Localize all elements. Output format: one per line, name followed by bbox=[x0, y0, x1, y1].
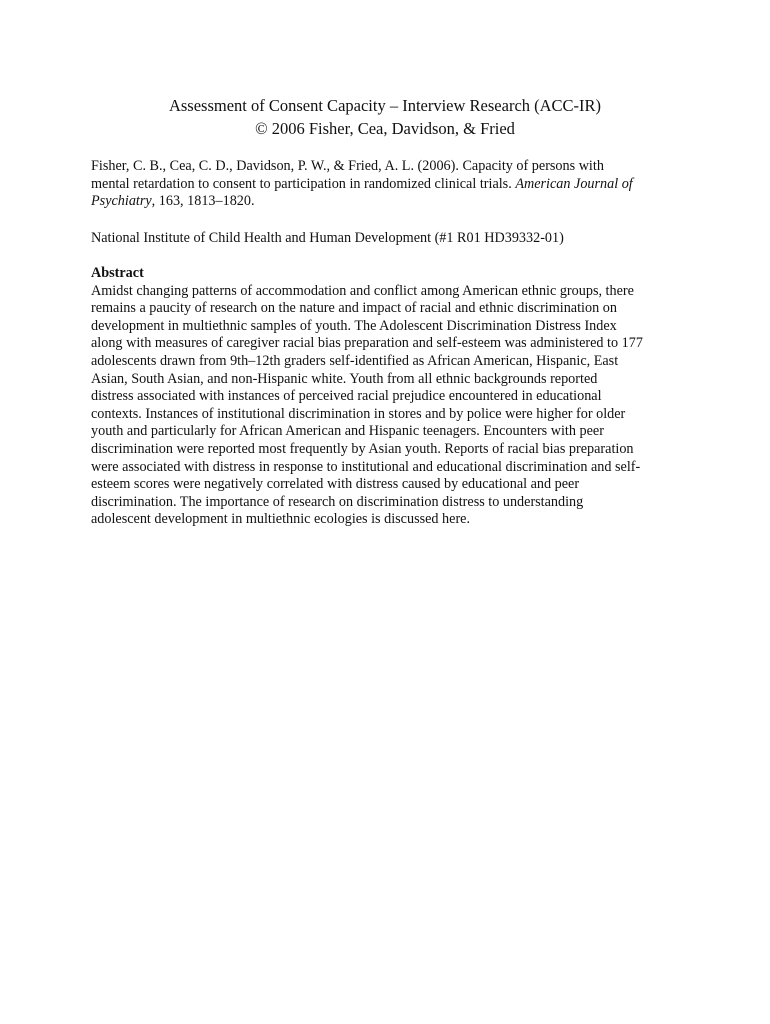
abstract-line: discrimination. The importance of research on discrimination distress to understanding bbox=[91, 493, 584, 510]
abstract-line: distress associated with instances of perceived racial prejudice encountered in educational bbox=[91, 388, 602, 405]
abstract-line: development in multiethnic samples of youth. The Adolescent Discrimination Distress Index bbox=[91, 317, 617, 334]
abstract-line: adolescent development in multiethnic ecologies is discussed here. bbox=[91, 511, 471, 528]
abstract-line: along with measures of caregiver racial bias preparation and self-esteem was administered to 177 bbox=[91, 335, 643, 352]
citation-line-2 bbox=[91, 176, 691, 194]
citation-volume-pages: , 163, 1813–1820. bbox=[151, 193, 255, 210]
document-title bbox=[0, 94, 770, 140]
abstract-heading: Abstract bbox=[91, 265, 144, 281]
abstract-line: Amidst changing patterns of accommodation and conflict among American ethnic groups, there bbox=[91, 282, 634, 299]
abstract-line: discrimination were reported most frequently by Asian youth. Reports of racial bias preparation bbox=[91, 440, 634, 457]
abstract-line: adolescents drawn from 9th–12th graders self-identified as African American, Hispanic, East bbox=[91, 352, 619, 369]
citation-line-2-text: mental retardation to consent to participation in randomized clinical trials. bbox=[91, 175, 516, 192]
citation-paragraph bbox=[91, 158, 691, 211]
title-line-1: Assessment of Consent Capacity – Interview Research (ACC-IR) bbox=[168, 96, 602, 115]
abstract-line: were associated with distress in response to institutional and educational discrimination and self- bbox=[91, 458, 641, 475]
abstract-line: remains a paucity of research on the nature and impact of racial and ethnic discrimination on bbox=[91, 300, 617, 317]
journal-name-part-1: American Journal of bbox=[515, 175, 633, 192]
citation-line-1: Fisher, C. B., Cea, C. D., Davidson, P. W., & Fried, A. L. (2006). Capacity of persons with bbox=[91, 158, 604, 174]
abstract-line: contexts. Instances of institutional discrimination in stores and by police were higher for older bbox=[91, 405, 626, 422]
abstract-section bbox=[91, 265, 691, 529]
abstract-line: Asian, South Asian, and non-Hispanic white. Youth from all ethnic backgrounds reported bbox=[91, 370, 598, 387]
journal-name-part-2: Psychiatry bbox=[91, 193, 152, 210]
citation-line-3 bbox=[91, 193, 691, 211]
abstract-line: youth and particularly for African American and Hispanic teenagers. Encounters with peer bbox=[91, 423, 604, 440]
title-line-2: © 2006 Fisher, Cea, Davidson, & Fried bbox=[255, 119, 515, 138]
abstract-line: esteem scores were negatively correlated with distress caused by educational and peer bbox=[91, 476, 580, 493]
grant-line: National Institute of Child Health and Human Development (#1 R01 HD39332-01) bbox=[91, 230, 564, 246]
